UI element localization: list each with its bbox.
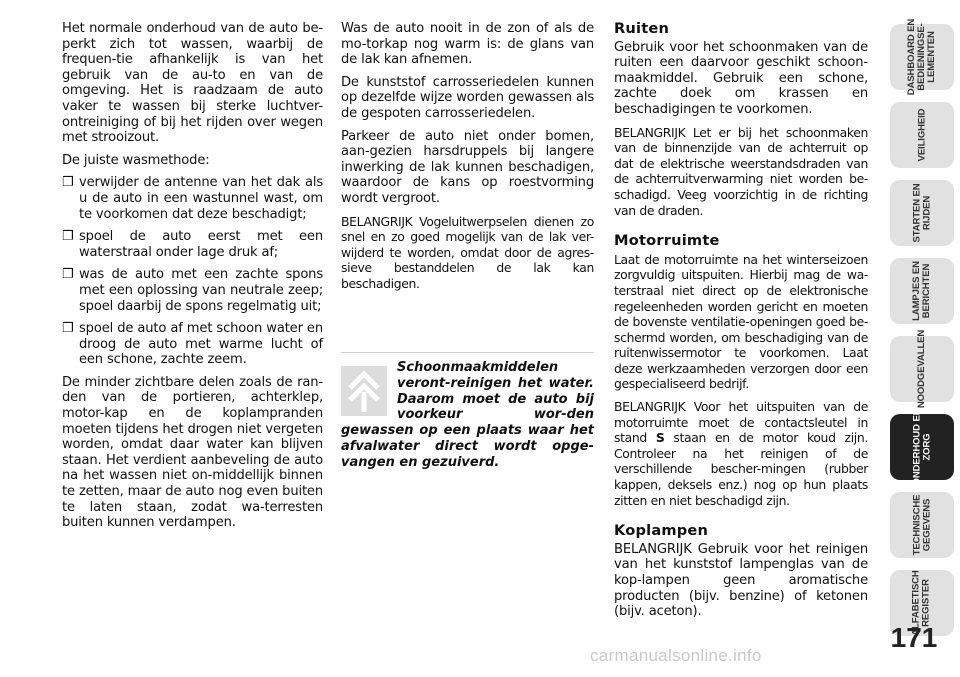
column-right: [614, 21, 868, 627]
environment-note: [341, 360, 594, 471]
plastic-paragraph: De kunststof carrosseriedelen kunnen op dezelfde wijze worden gewassen als de gespoten carrosseriedelen.: [341, 74, 594, 121]
column-middle: [341, 21, 594, 299]
sun-paragraph: Was de auto nooit in de zon of als de mo-torkap nog warm is: de glans van de lak kan afnemen.: [341, 21, 594, 68]
trees-paragraph: Parkeer de auto niet onder bomen, aan-gezien harsdruppels bij langere inwerking de lak kunnen beschadigen, waardoor de kans op roestvorming wordt vergroot.: [341, 128, 594, 206]
tab-technische-gegevens[interactable]: TECHNISCHE GEGEVENS: [890, 492, 954, 558]
tab-alfabetisch-register[interactable]: ALFABETISCH REGISTER: [890, 570, 954, 636]
column-left: [62, 21, 323, 538]
environment-warning-icon: [341, 366, 387, 416]
motorruimte-heading: Motorruimte: [614, 232, 720, 250]
bird-droppings-paragraph: BELANGRIJK Vogeluitwerpselen dienen zo snel en zo goed mogelijk van de lak ver-wijderd te worden, omdat door de agres-sieve bestanddelen de lak kan beschadigen.: [341, 213, 594, 291]
koplampen-paragraph: BELANGRIJK Gebruik voor het reinigen van het kunststof lampenglas van de kop-lampen geen aromatische producten (bijv. benzine) of ketonen (bijv. aceton).: [614, 541, 868, 620]
note-text: Schoonmaakmiddelen veront-reinigen het water. Daarom moet de auto bij voorkeur wor-den gewassen op een plaats waar het afvalwater direct wordt opge-vangen en gezuiverd.: [341, 360, 594, 470]
tab-noodgevallen[interactable]: NOODGEVALLEN: [890, 336, 954, 402]
motorruimte-important-paragraph: BELANGRIJK Voor het uitspuiten van de motorruimte moet de contactsleutel in stand S staan en de motor koud zijn. Controleer na het reinigen of de verschillende bescher-mingen (rubber kappen, deksels enz.) nog op hun plaats zitten en niet beschadigd zijn.: [614, 399, 868, 508]
tab-starten[interactable]: STARTEN EN RIJDEN: [890, 180, 954, 246]
checkbox-bullet-icon: ❒: [62, 267, 74, 283]
koplampen-heading: Koplampen: [614, 522, 709, 540]
key-position-s: S: [655, 430, 665, 446]
ruiten-paragraph: Gebruik voor het schoonmaken van de ruiten een daarvoor geschikt schoon-maakmiddel. Gebruik een schone, zachte doek om krassen en beschadigingen te voorkomen.: [614, 39, 868, 117]
ruiten-important-paragraph: BELANGRIJK Let er bij het schoonmaken van de binnenzijde van de achterruit op dat de elektrische weerstandsdraden van de achterruitverwarming niet worden be-schadigd. Veeg voorzichtig in de richting van de draden.: [614, 124, 868, 218]
intro-paragraph: Het normale onderhoud van de auto be-perkt zich tot wassen, waarbij de frequen-tie afhankelijk is van het gebruik van de au-to en van de omgeving. Het is raadzaam de auto vaker te wassen bij sterke luchtver-ontreiniging of bij het rijden over wegen met strooizout.: [62, 21, 323, 146]
less-visible-paragraph: De minder zichtbare delen zoals de ran-den van de portieren, achterklep, motor-kap en de koplampranden moeten tijdens het drogen niet vergeten worden, omdat daar water kan blijven staan. Het verdient aanbeveling de auto na het wassen niet on-middellijk binnen te zetten, maar de auto nog even buiten te laten staan, zodat wa-terresten buiten kunnen verdampen.: [62, 374, 323, 531]
method-title: De juiste wasmethode:: [62, 152, 210, 168]
tab-lampjes[interactable]: LAMPJES EN BERICHTEN: [890, 258, 954, 324]
checkbox-bullet-icon: ❒: [62, 229, 74, 245]
tab-onderhoud[interactable]: ONDERHOUD EN ZORG: [890, 414, 954, 480]
watermark: carmanualsonline.info: [590, 646, 762, 665]
list-item: ❒ spoel de auto eerst met een waterstraal onder lage druk af;: [62, 229, 323, 260]
list-item: ❒ was de auto met een zachte spons met een oplossing van neutrale zeep; spoel daarbij de spons regelmatig uit;: [62, 267, 323, 314]
checkbox-bullet-icon: ❒: [62, 175, 74, 191]
list-item: ❒ verwijder de antenne van het dak als u de auto in een wastunnel wast, om te voorkomen dat deze beschadigt;: [62, 175, 323, 222]
checkbox-bullet-icon: ❒: [62, 321, 74, 337]
tab-veiligheid[interactable]: VEILIGHEID: [890, 102, 954, 168]
ruiten-heading: Ruiten: [614, 20, 670, 37]
tab-dashboard[interactable]: DASHBOARD EN BEDIENINGSE- LEMENTEN: [890, 24, 954, 90]
list-item: ❒ spoel de auto af met schoon water en droog de auto met warme lucht of een schone, zachte zeem.: [62, 321, 323, 368]
note-divider: [341, 352, 594, 353]
motorruimte-paragraph: Laat de motorruimte na het winterseizoen zorgvuldig uitspuiten. Hierbij mag de wa-terstraal niet direct op de elektronische regeleenheden worden gericht en moeten de bovenste ventilatie-openingen goed be-schermd worden, om beschadiging van de ruitenwissermotor te voorkomen. Laat deze werkzaamheden verzorgen door een gespecialiseerd bedrijf.: [614, 251, 868, 392]
page-number: 171: [890, 622, 938, 653]
